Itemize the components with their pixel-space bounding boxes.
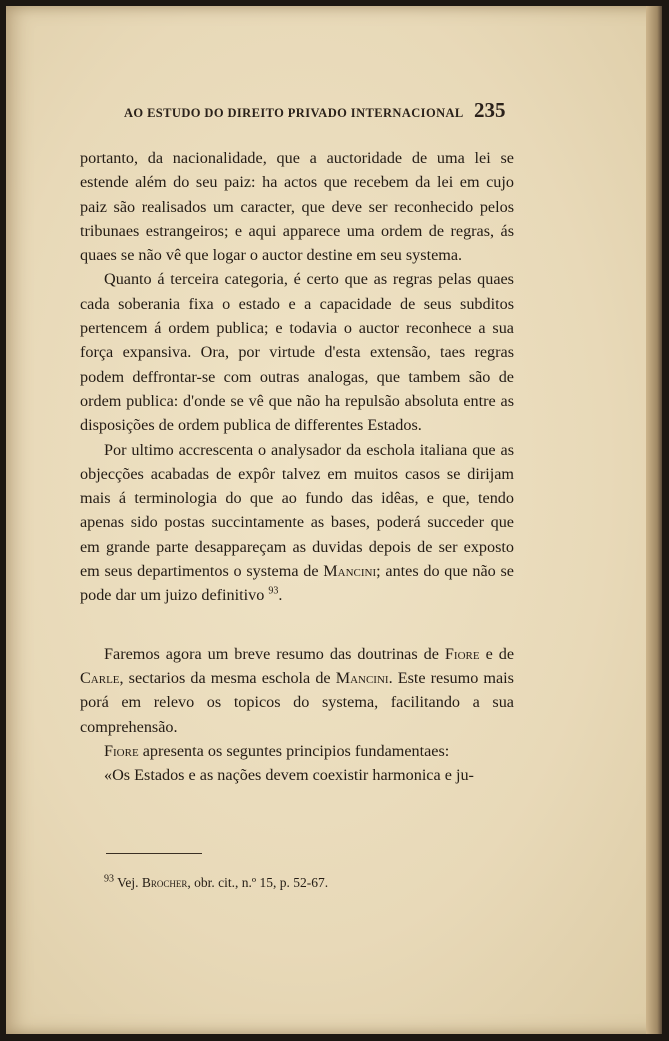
paragraph-3-final: . xyxy=(278,586,283,605)
paragraph-2: Quanto á terceira categoria, é certo que as regras pelas quaes cada soberania fixa o estado e a capacidade de seus subditos pertencem á ordem publica; e todavia o auctor reconhece a sua força expansiva. Ora, por virtude d'esta extensão, taes regras podem deffrontar-se com outras analogas, que tambem são de ordem publica: d'onde se vê que não ha repulsão absoluta entre as disposições de ordem publica de differentes Estados. xyxy=(80,270,514,435)
footnote-rule xyxy=(106,853,202,854)
paragraph-4 xyxy=(80,642,514,739)
page-number: 235 xyxy=(474,98,506,122)
paragraph-5 xyxy=(80,739,514,763)
paragraph-4-a: Faremos agora um breve resumo das doutrinas de xyxy=(104,644,439,663)
footnote-prefix: Vej. xyxy=(117,875,139,890)
footnote-number: 93 xyxy=(104,873,114,885)
book-page xyxy=(6,6,662,1034)
paragraph-6: «Os Estados e as nações devem coexistir harmonica e ju- xyxy=(104,766,474,785)
paragraph-4-b: e de xyxy=(485,644,515,663)
paragraph-4-d: . Este resumo mais porá em relevo os topicos do systema, facilitando a sua comprehensão. xyxy=(80,668,514,736)
page-gutter-shadow xyxy=(646,6,662,1034)
paragraph-5-text: apresenta os seguntes principios fundamentaes: xyxy=(142,741,450,760)
author-name-mancini: Mancini xyxy=(323,562,377,581)
paragraph-3 xyxy=(80,438,514,608)
footnote xyxy=(104,875,328,891)
author-name-fiore-2: Fiore xyxy=(104,741,139,760)
running-head: AO ESTUDO DO DIREITO PRIVADO INTERNACIONAL xyxy=(124,106,464,120)
page-header xyxy=(6,98,662,128)
paragraph-1: portanto, da nacionalidade, que a auctoridade de uma lei se estende além do seu paiz: ha actos que recebem da lei em cujo paiz são realisados um caracter, que deve ser reconhecido pelos tribunaes estrangeiros; e aqui apparece uma ordem de regras, ás quaes se não vê que logar o auctor destine em seu systema. xyxy=(80,149,514,265)
paragraph-3-text: Por ultimo accrescenta o analysador da eschola italiana que as objecções acabadas de expôr talvez em muitos casos se dirijam mais á terminologia do que ao fundo das idêas, e que, tendo apenas sido postas succintamente as bases, poderá succeder que em grande parte desappareçam as duvidas depois de ser exposto em seus departimentos o systema de xyxy=(80,440,514,581)
body-text xyxy=(80,146,514,787)
paragraph-3-end: ; antes do que não se pode dar um juizo definitivo xyxy=(80,562,514,605)
author-name-fiore: Fiore xyxy=(444,644,480,663)
footnote-rest: , obr. cit., n.º 15, p. 52-67. xyxy=(187,875,329,890)
paragraph-4-c: , sectarios da mesma eschola de xyxy=(119,668,331,687)
footnote-reference: 93 xyxy=(268,585,279,597)
footnote-author: Brocher xyxy=(141,875,188,890)
author-name-carle: Carle xyxy=(80,668,120,687)
author-name-mancini-2: Mancini xyxy=(335,668,389,687)
